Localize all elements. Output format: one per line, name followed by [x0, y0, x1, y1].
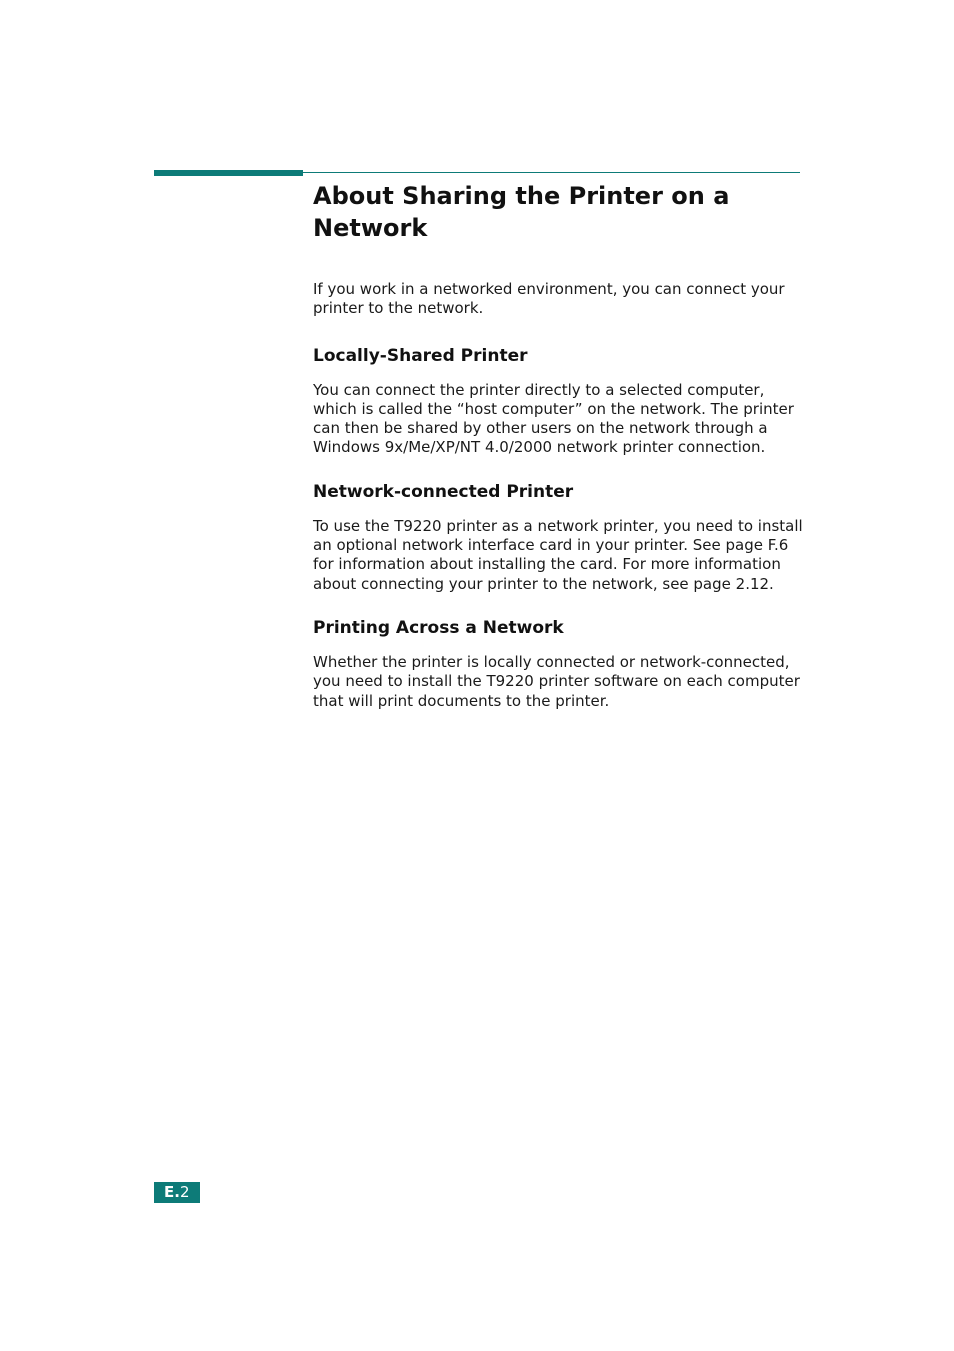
section-body: To use the T9220 printer as a network printer, you need to install an optional network interface card in your printer. See page F.6 for information about installing the card. For more information about connecting your printer to the network, see page 2.12. — [313, 516, 803, 593]
section-heading: Locally-Shared Printer — [313, 345, 528, 366]
section-locally-shared-printer — [313, 345, 803, 458]
section-body: You can connect the printer directly to a selected computer, which is called the “host computer” on the network. The printer can then be shared by other users on the network through a Windows 9x/Me/XP/NT 4.0/2000 network printer connection. — [313, 380, 794, 457]
section-body: Whether the printer is locally connected or network-connected, you need to install the T9220 printer software on each computer that will print documents to the printer. — [313, 652, 800, 710]
section-heading: Network-connected Printer — [313, 481, 574, 502]
intro-paragraph: If you work in a networked environment, you can connect your printer to the network. — [313, 280, 785, 318]
page-number-prefix: E. — [164, 1183, 180, 1201]
section-network-connected-printer — [313, 481, 803, 594]
section-heading: Printing Across a Network — [313, 617, 564, 638]
header-accent-bar — [154, 170, 303, 176]
header-rule — [303, 172, 800, 173]
section-printing-across-network — [313, 617, 803, 711]
page-title: About Sharing the Printer on a Network — [313, 182, 730, 242]
page-content — [313, 178, 803, 711]
page-number: 2 — [179, 1183, 190, 1201]
page-number-badge — [154, 1182, 200, 1203]
